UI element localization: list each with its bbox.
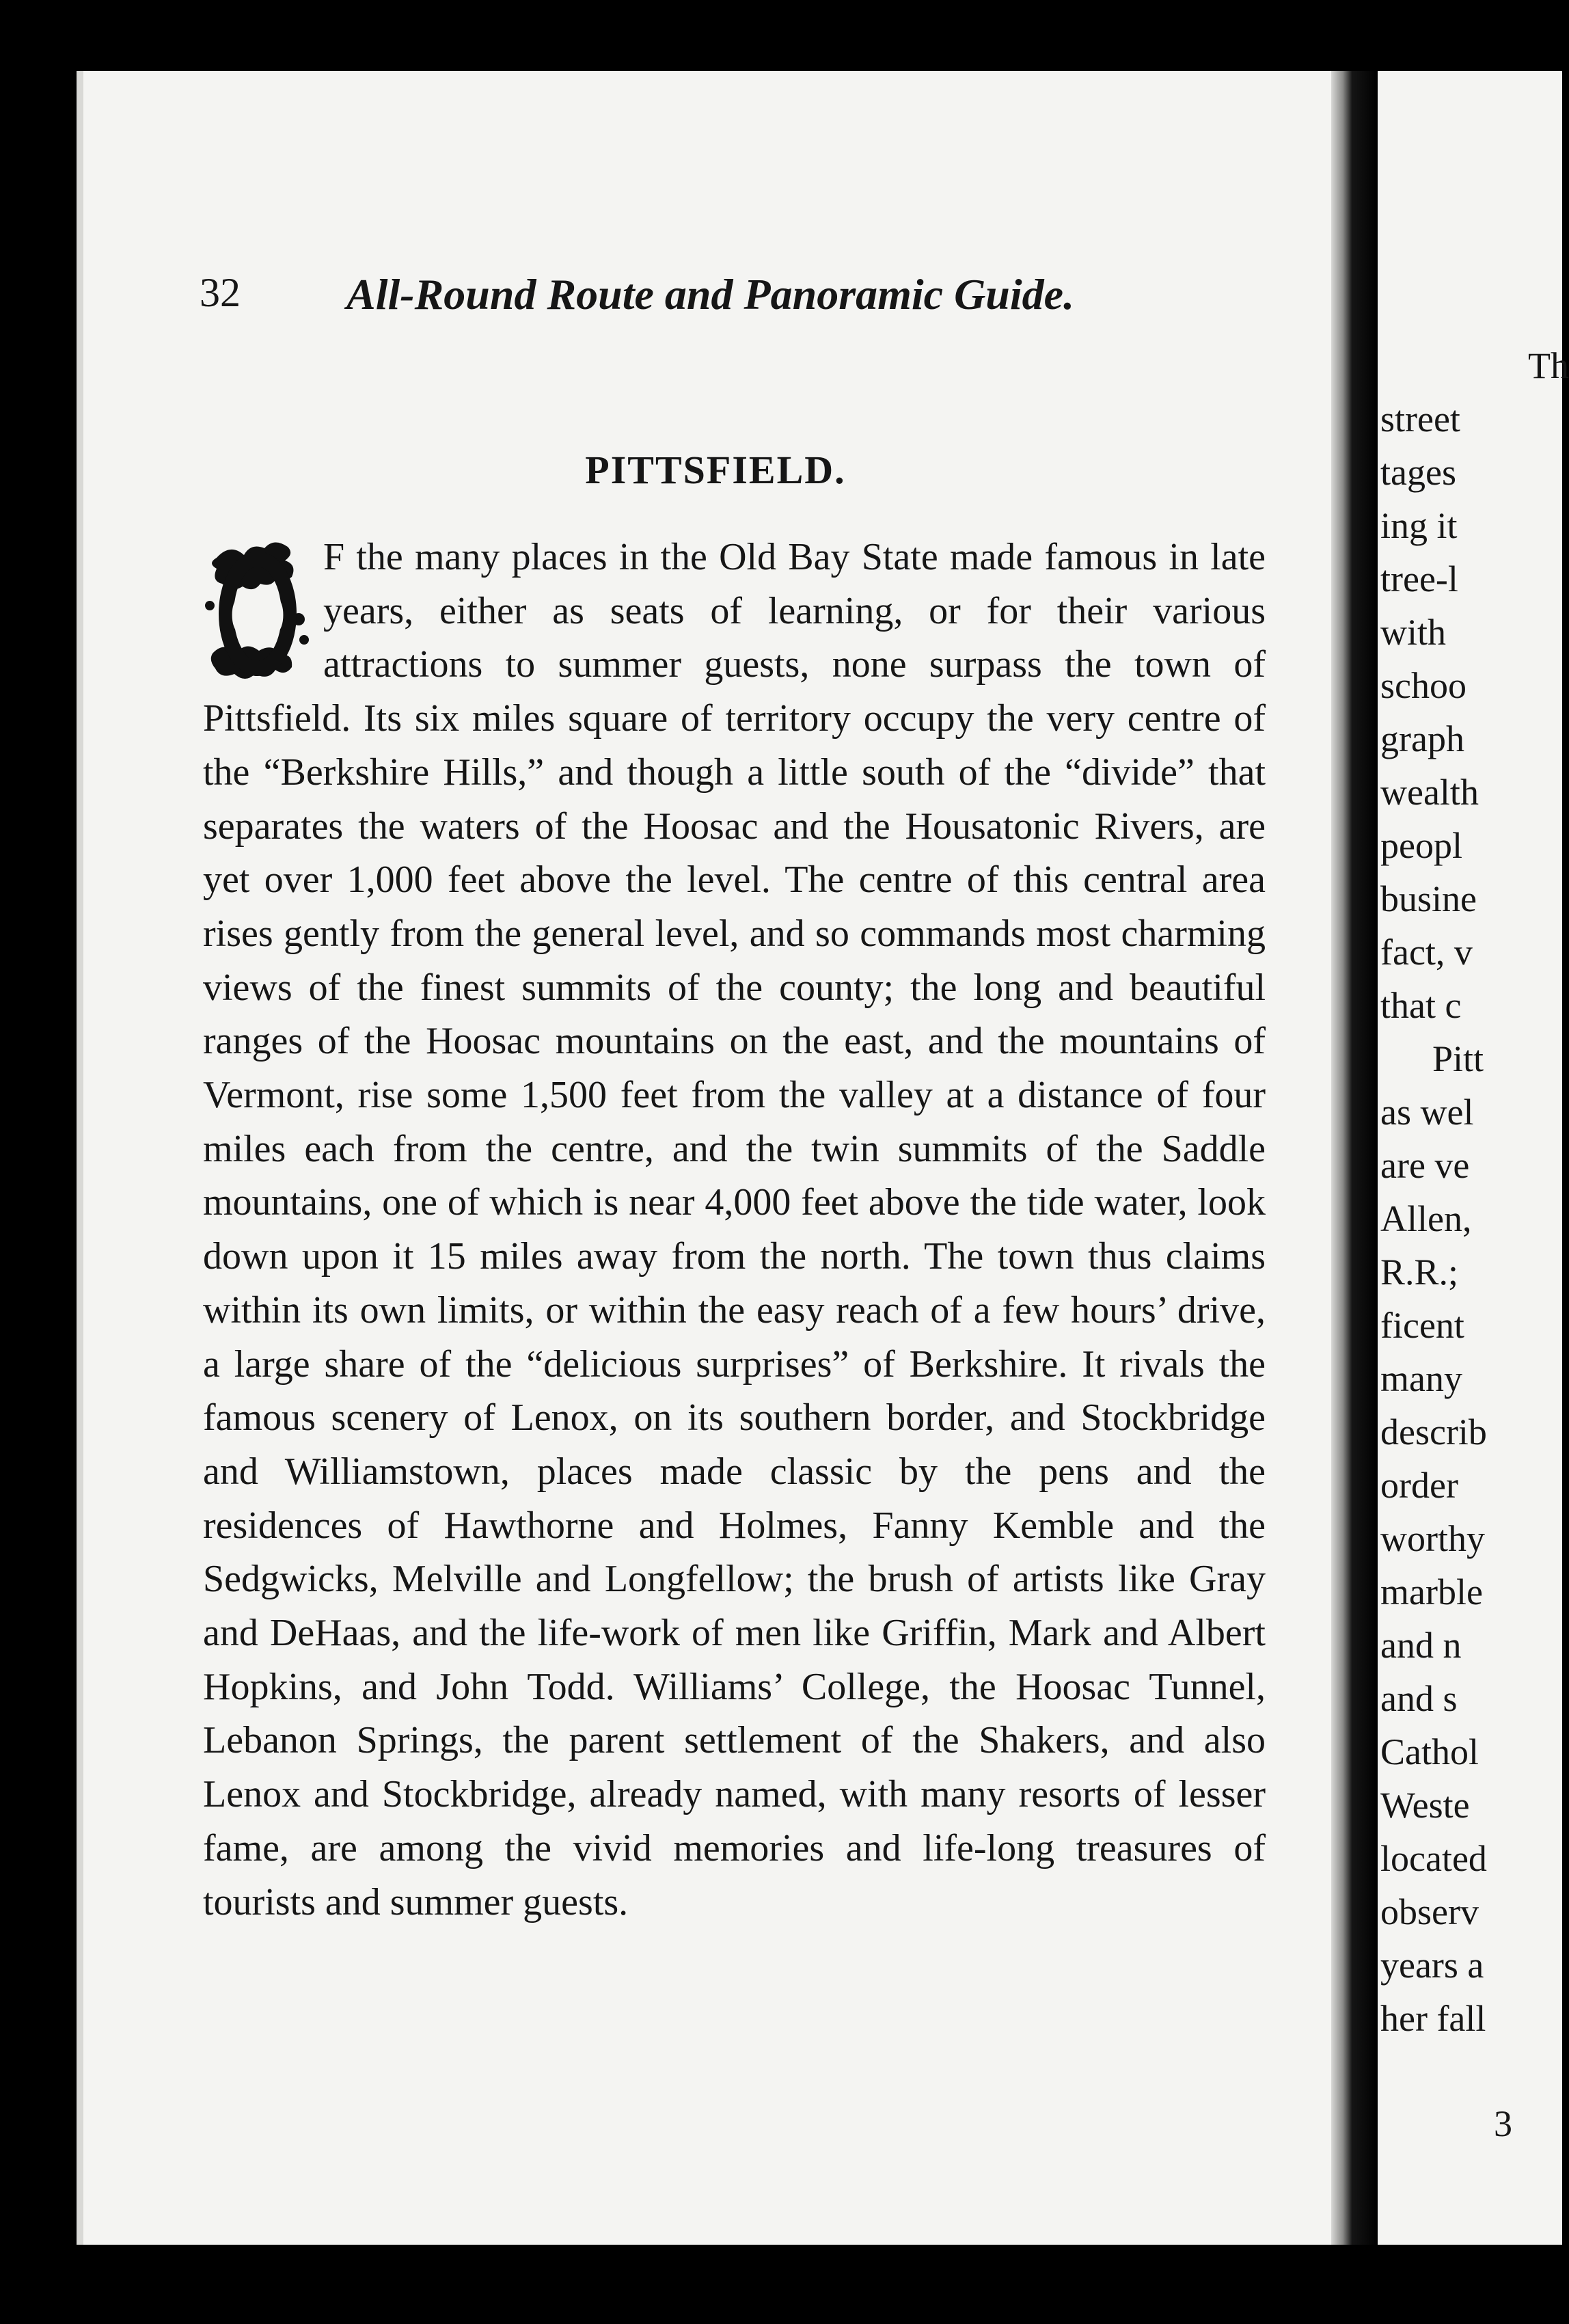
right-line: that c [1380, 985, 1462, 1026]
right-page-number: 3 [1494, 2103, 1512, 2144]
book-gutter [1331, 71, 1378, 2245]
right-line: as wel [1380, 1092, 1474, 1133]
right-line: fact, v [1380, 932, 1473, 973]
right-line: tree-l [1380, 558, 1458, 599]
right-line: located [1380, 1838, 1487, 1879]
right-line: observ [1380, 1891, 1479, 1932]
right-line: ficent [1380, 1305, 1464, 1346]
right-line: peopl [1380, 825, 1462, 866]
right-line: tages [1380, 452, 1456, 493]
right-line: and n [1380, 1625, 1462, 1666]
right-line: marble [1380, 1571, 1483, 1612]
paragraph: F the many places in the Old Bay State made famous in late years, either as seats of learning, or for their various attractions to summer guests, none surpass the town of Pittsfield. Its six miles square of territory occupy the very centre of the “Berkshire Hills,” and though a little south of the “divide” that separates the waters of the Hoosac and the Housatonic Rivers, are yet over 1,000 feet above the level. The centre of this central area rises gently from the general level, and so commands most charming views of the finest summits of the county; the long and beautiful ranges of the Hoosac mountains on the east, and the mountains of Vermont, rise some 1,500 feet from the valley at a distance of four miles each from the centre, and the twin summits of the Saddle mountains, one of which is near 4,000 feet above the tide water, look down upon it 15 miles away from the north. The town thus claims within its own limits, or within the easy reach of a few hours’ drive, a large share of the “delicious surprises” of Berkshire. It rivals the famous scenery of Lenox, on its southern border, and Stockbridge and Williamstown, places made classic by the pens and the residences of Hawthorne and Holmes, Fanny Kemble and the Sedgwicks, Melville and Longfellow; the brush of artists like Gray and DeHaas, and the life-work of men like Griffin, Mark and Albert Hopkins, and John Todd. Williams’ College, the Hoosac Tunnel, Lebanon Springs, the parent settlement of the Shakers, and also Lenox and Stockbridge, already named, with many resorts of lesser fame, are among the vivid memories and life-long treasures of tourists and summer guests. [203, 536, 1266, 1923]
ornamental-drop-cap [203, 537, 312, 689]
right-line: street [1380, 398, 1460, 440]
running-head [200, 269, 1225, 344]
left-page [77, 71, 1341, 2245]
right-line: R.R.; [1380, 1252, 1459, 1293]
right-line: describ [1380, 1411, 1487, 1452]
right-line: are ve [1380, 1145, 1470, 1186]
running-title: All-Round Route and Panoramic Guide. [346, 270, 1075, 319]
right-line: wealth [1380, 772, 1479, 813]
right-line: Weste [1380, 1785, 1470, 1826]
right-line: her fall [1380, 1998, 1486, 2039]
right-line: busine [1380, 878, 1477, 919]
right-page-partial [1378, 71, 1569, 2245]
page-number: 32 [200, 270, 241, 315]
right-line: and s [1380, 1678, 1458, 1719]
right-line: schoo [1380, 665, 1466, 706]
right-line: graph [1380, 718, 1464, 759]
right-line: order [1380, 1465, 1458, 1506]
right-line: Cathol [1380, 1731, 1479, 1772]
right-line: years a [1380, 1945, 1484, 1986]
right-line: Allen, [1380, 1198, 1472, 1239]
right-line: worthy [1380, 1518, 1485, 1559]
body-text [203, 530, 1266, 1929]
right-line: with [1380, 612, 1447, 653]
right-line: Th [1528, 345, 1569, 386]
right-line: many [1380, 1358, 1462, 1399]
right-line: ing it [1380, 505, 1458, 546]
section-heading: PITTSFIELD. [585, 448, 846, 492]
right-line: Pitt [1432, 1038, 1484, 1079]
drop-cap-letter: O [228, 573, 287, 656]
